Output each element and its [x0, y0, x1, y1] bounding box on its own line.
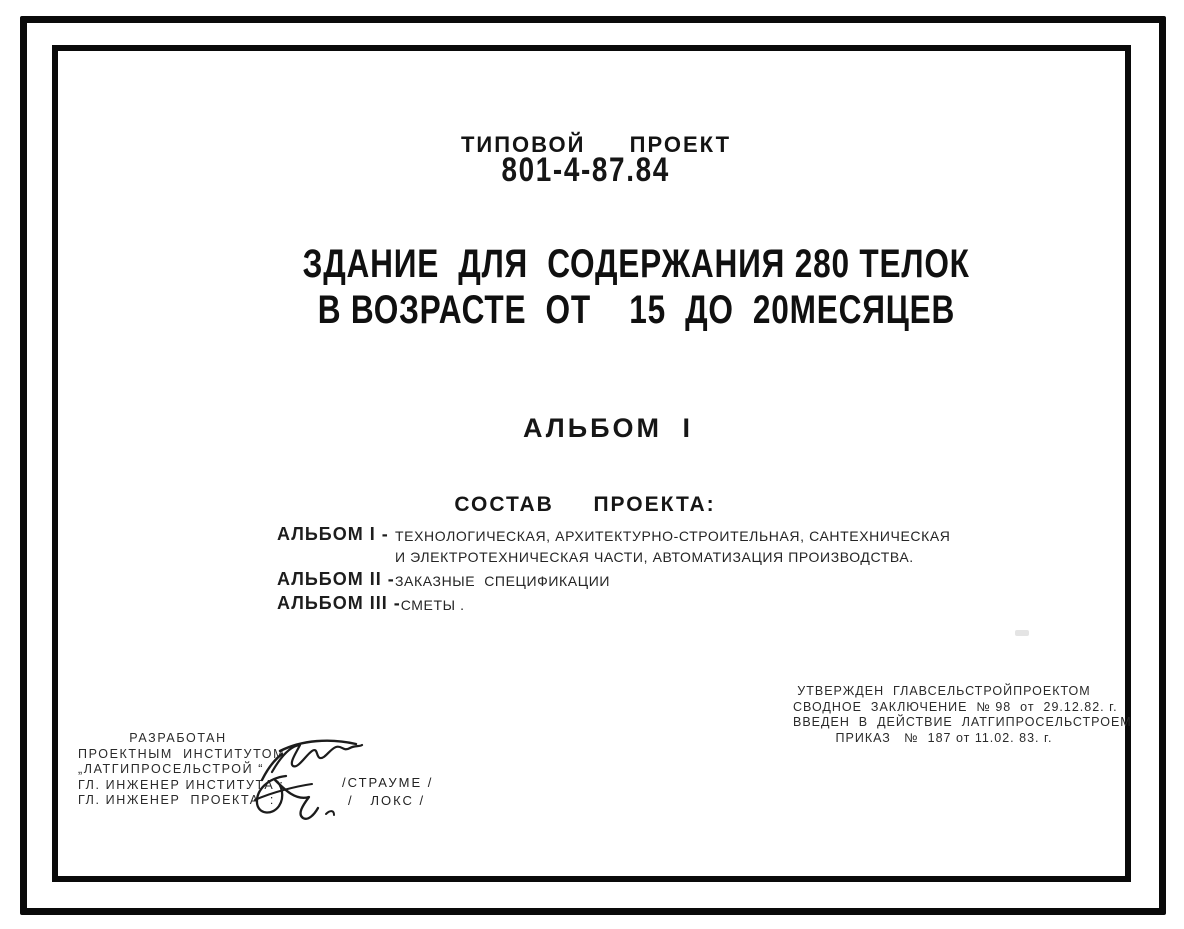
signatory-name-loks: / ЛОКС /	[348, 793, 426, 808]
toc-row-album-1	[277, 524, 957, 568]
signatory-name-straume: /СТРАУМЕ /	[342, 775, 434, 790]
developer-line: „ЛАТГИПРОСЕЛЬСТРОЙ “	[78, 762, 265, 776]
approval-line: ВВЕДЕН В ДЕЙСТВИЕ ЛАТГИПРОСЕЛЬСТРОЕМ	[793, 715, 1132, 729]
developer-line: ГЛ. ИНЖЕНЕР ПРОЕКТА :	[78, 793, 275, 807]
approval-line: УТВЕРЖДЕН ГЛАВСЕЛЬСТРОЙПРОЕКТОМ	[797, 684, 1091, 698]
project-contents-list	[277, 524, 957, 617]
toc-heading: СОСТАВ ПРОЕКТА:	[454, 493, 716, 516]
main-title	[98, 241, 1174, 333]
approval-stamp-block	[793, 684, 1132, 746]
main-title-line1: ЗДАНИЕ ДЛЯ СОДЕРЖАНИЯ 280 ТЕЛОК	[302, 242, 970, 286]
developer-line: ГЛ. ИНЖЕНЕР ИНСТИТУТА :	[78, 777, 285, 792]
signature-chief-project-engineer	[252, 770, 348, 822]
toc-description: ЗАКАЗНЫЕ СПЕЦИФИКАЦИИ	[395, 573, 611, 589]
toc-label: АЛЬБОМ II -	[277, 569, 395, 589]
toc-label: АЛЬБОМ I -	[277, 524, 389, 544]
toc-description: СМЕТЫ .	[400, 597, 465, 613]
approval-line: ПРИКАЗ № 187 от 11.02. 83. г.	[835, 730, 1053, 745]
project-number: 801-4-87.84	[501, 151, 671, 189]
developer-block	[78, 731, 286, 809]
developer-line: РАЗРАБОТАН	[129, 731, 227, 745]
album-label: АЛЬБОМ I	[522, 413, 694, 443]
developer-line: ПРОЕКТНЫМ ИНСТИТУТОМ	[78, 746, 286, 761]
approval-line: СВОДНОЕ ЗАКЛЮЧЕНИЕ № 98 от 29.12.82. г.	[793, 699, 1118, 714]
toc-row-album-3	[277, 593, 957, 616]
document-type-label: ТИПОВОЙ ПРОЕКТ	[460, 132, 732, 157]
main-title-line2: В ВОЗРАСТЕ ОТ 15 ДО 20МЕСЯЦЕВ	[317, 288, 955, 332]
scan-artifact-speck	[1015, 630, 1029, 636]
toc-description: ТЕХНОЛОГИЧЕСКАЯ, АРХИТЕКТУРНО-СТРОИТЕЛЬНАЯ, САНТЕХНИЧЕСКАЯ И ЭЛЕКТРОТЕХНИЧЕСКАЯ ЧАСТИ, АВТОМАТИЗАЦИЯ ПРОИЗВОДСТВА.	[395, 528, 951, 565]
toc-row-album-2	[277, 569, 957, 592]
toc-label: АЛЬБОМ III -	[277, 593, 401, 613]
